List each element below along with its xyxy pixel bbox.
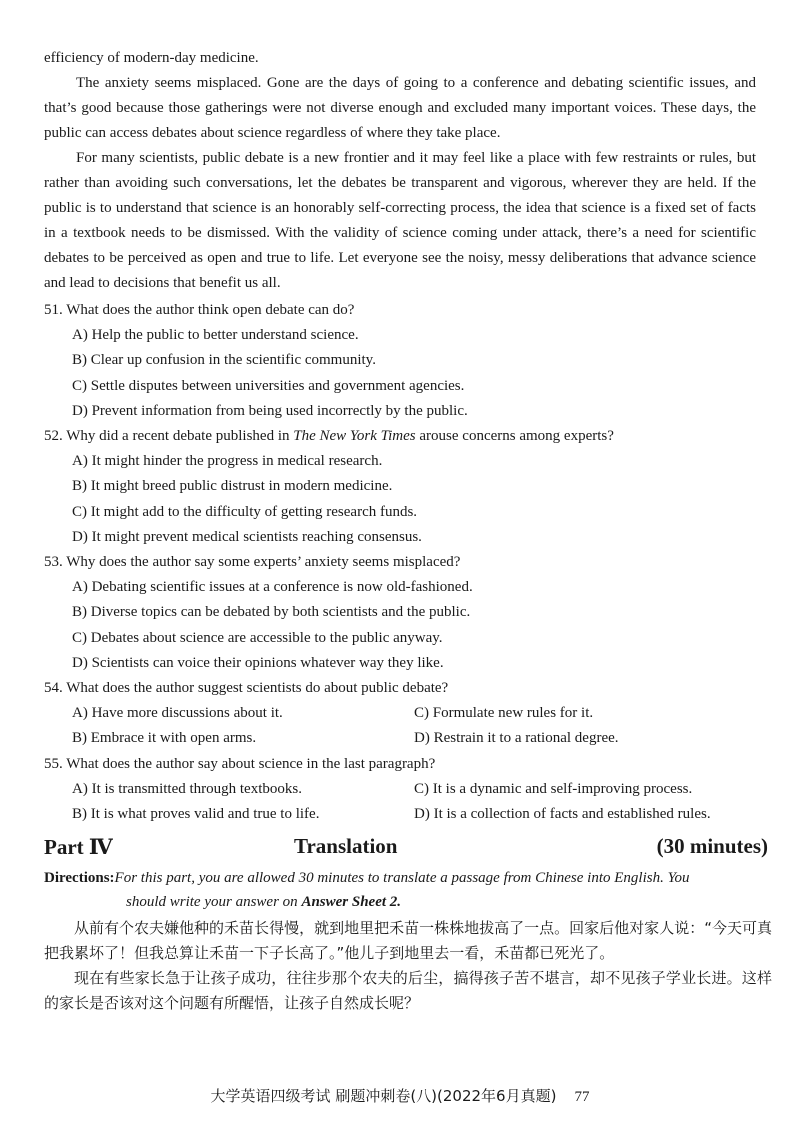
question-stem: 55. What does the author say about science in the last paragraph? xyxy=(44,755,436,772)
option-b: B) It might breed public distrust in modern medicine. xyxy=(72,478,393,495)
passage-paragraph-continuation: efficiency of modern-day medicine. xyxy=(44,50,259,66)
part-label: Part Ⅳ xyxy=(44,835,113,859)
option-b: B) Diverse topics can be debated by both scientists and the public. xyxy=(72,604,471,621)
option-b: B) It is what proves valid and true to life. xyxy=(72,806,320,823)
question-51 xyxy=(44,298,756,424)
option-row xyxy=(44,726,756,751)
directions-end: . xyxy=(397,894,402,910)
part-time: (30 minutes) xyxy=(656,834,768,858)
page-number: 77 xyxy=(574,1089,590,1105)
option-a: A) Help the public to better understand science. xyxy=(72,327,359,344)
question-53 xyxy=(44,550,756,676)
chinese-paragraph-1: 从前有个农夫嫌他种的禾苗长得慢，就到地里把禾苗一株株地拔高了一点。回家后他对家人说：“今天可真把我累坏了！但我总算让禾苗一下子长高了。”他儿子到地里去一看，禾苗都已死光了。 xyxy=(44,919,772,962)
directions-line-2 xyxy=(44,890,770,914)
footer-title: 大学英语四级考试 刷题冲刺卷(八)(2022年6月真题) xyxy=(210,1087,557,1105)
newspaper-title: The New York Times xyxy=(293,428,416,445)
question-54 xyxy=(44,676,756,752)
option-row xyxy=(44,777,756,802)
part-title: Translation xyxy=(294,834,398,858)
chinese-translation-passage xyxy=(44,916,772,1016)
directions xyxy=(44,866,770,914)
question-list xyxy=(44,298,756,827)
option-d: D) Restrain it to a rational degree. xyxy=(414,730,619,747)
option-d: D) Scientists can voice their opinions whatever way they like. xyxy=(72,654,444,671)
question-stem-end: arouse concerns among experts? xyxy=(415,428,614,445)
question-52 xyxy=(44,424,756,550)
passage-paragraph-2: For many scientists, public debate is a new frontier and it may feel like a place with few restraints or rules, but rather than avoiding such conversations, let the debates be transparent and vigorous, wherever they are held. If the public is to understand that science is an honorably self-correcting process, the idea that science is a fixed set of facts in a textbook needs to be dismissed. With the validity of science coming under attack, there’s a need for scientific debates to be perceived as open and true to life. Let everyone see the noisy, messy deliberations that advance science and lead to decisions that benefit us all. xyxy=(44,150,756,291)
directions-text-line1: For this part, you are allowed 30 minutes to translate a passage from Chinese into English. You xyxy=(114,870,690,886)
option-a: A) Debating scientific issues at a conference is now old-fashioned. xyxy=(72,579,473,596)
question-55 xyxy=(44,752,756,828)
option-b: B) Clear up confusion in the scientific community. xyxy=(72,352,376,369)
option-d: D) It might prevent medical scientists reaching consensus. xyxy=(72,528,422,545)
question-stem: 51. What does the author think open debate can do? xyxy=(44,302,355,318)
directions-label: Directions: xyxy=(44,870,115,886)
passage-paragraph-1: The anxiety seems misplaced. Gone are the days of going to a conference and debating scientific issues, and that’s good because those gatherings were not diverse enough and excluded many important voices. These days, the public can access debates about science regardless of where they take place. xyxy=(44,75,756,141)
option-a: A) It might hinder the progress in medical research. xyxy=(72,453,383,470)
question-stem: 54. What does the author suggest scientists do about public debate? xyxy=(44,680,449,697)
option-d: D) Prevent information from being used incorrectly by the public. xyxy=(72,402,468,419)
option-c: C) Debates about science are accessible to the public anyway. xyxy=(72,629,443,646)
directions-text-line2: should write your answer on xyxy=(126,894,302,910)
question-stem xyxy=(44,424,756,449)
option-row xyxy=(44,802,756,827)
option-a: A) It is transmitted through textbooks. xyxy=(72,780,302,797)
option-d: D) It is a collection of facts and established rules. xyxy=(414,806,711,823)
option-c: C) Settle disputes between universities and government agencies. xyxy=(72,377,465,394)
option-row xyxy=(44,701,756,726)
option-b: B) Embrace it with open arms. xyxy=(72,730,257,747)
part-header xyxy=(44,834,768,864)
option-c: C) It is a dynamic and self-improving process. xyxy=(414,780,693,797)
question-stem-start: 52. Why did a recent debate published in xyxy=(44,428,294,445)
reading-passage xyxy=(44,46,756,296)
answer-sheet-label: Answer Sheet 2 xyxy=(301,894,398,910)
option-c: C) It might add to the difficulty of getting research funds. xyxy=(72,503,418,520)
page-footer xyxy=(0,1085,800,1106)
option-c: C) Formulate new rules for it. xyxy=(414,705,594,722)
chinese-paragraph-2: 现在有些家长急于让孩子成功，往往步那个农夫的后尘，搞得孩子苦不堪言，却不见孩子学业长进。这样的家长是否该对这个问题有所醒悟，让孩子自然成长呢？ xyxy=(44,969,772,1012)
option-a: A) Have more discussions about it. xyxy=(72,705,283,722)
question-stem: 53. Why does the author say some experts’ anxiety seems misplaced? xyxy=(44,554,461,571)
